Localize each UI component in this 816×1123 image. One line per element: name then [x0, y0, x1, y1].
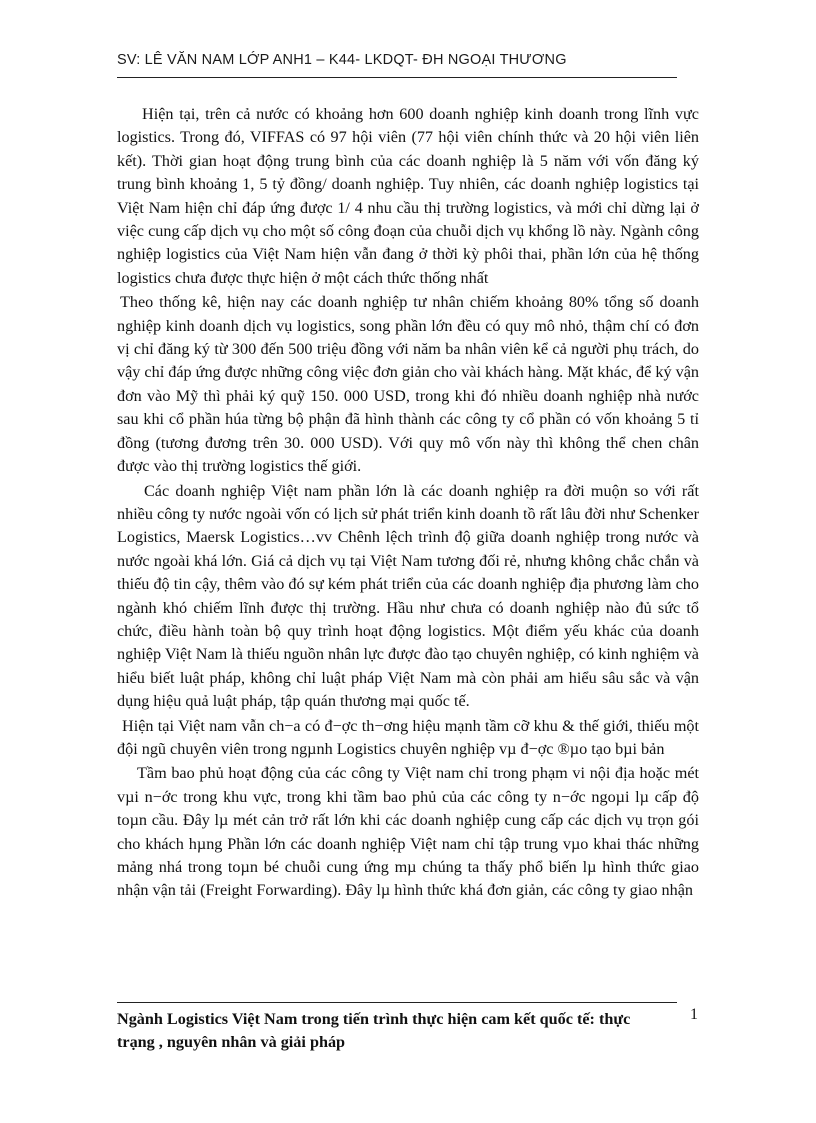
- paragraph-4: Hiện tại Việt nam vẫn ch−a có đ−ợc th−ơng hiệu mạnh tầm cỡ khu & thế giới, thiếu một đội ngũ chuyên viên trong ngµnh Logistics chuyên nghiệp vµ đ−ợc ®µo tạo bµi bản: [117, 716, 699, 758]
- header-divider: [117, 77, 677, 78]
- paragraph-2: Theo thống kê, hiện nay các doanh nghiệp tư nhân chiếm khoảng 80% tổng số doanh nghiệp kinh doanh dịch vụ logistics, song phần lớn đều có quy mô nhỏ, thậm chí có đơn vị chỉ đăng ký từ 300 đến 500 triệu đồng với năm ba nhân viên kể cả người phụ trách, do vậy chỉ đáp ứng được những công việc đơn giản cho vài khách hàng. Mặt khác, để ký vận đơn vào Mỹ thì phải ký quỹ 150. 000 USD, trong khi đó nhiều doanh nghiệp nhà nước sau khi cổ phần húa từng bộ phận đã hình thành các công ty cổ phần có vốn khoảng 5 tỉ đồng (tương đương trên 30. 000 USD). Với quy mô vốn này thì không thể chen chân được vào thị trường logistics thế giới.: [117, 293, 699, 476]
- footer-title: Ngành Logistics Việt Nam trong tiến trình thực hiện cam kết quốc tế: thực trạng , nguyên nhân và giải pháp: [117, 1010, 631, 1051]
- paragraph-5: Tầm bao phủ hoạt động của các công ty Việt nam chỉ trong phạm vi nội địa hoặc mét vµi n−ớc trong khu vực, trong khi tầm bao phủ của các công ty n−ớc ngoµi lµ cấp độ toµn cầu. Đây lµ mét cản trở rất lớn khi các doanh nghiệp cung cấp các dịch vụ trọn gói cho khách hµng Phần lớn các doanh nghiệp Việt nam chỉ tập trung vµo khai thác những mảng nhá trong toµn bé chuỗi cung ứng mµ chúng ta thấy phổ biến lµ hình thức giao nhận vận tải (Freight Forwarding). Đây lµ hình thức khá đơn giản, các công ty giao nhận: [117, 764, 699, 900]
- body-text: [117, 103, 699, 904]
- paragraph-1: Hiện tại, trên cả nước có khoảng hơn 600 doanh nghiệp kinh doanh trong lĩnh vực logistics. Trong đó, VIFFAS có 97 hội viên (77 hội viên chính thức và 20 hội viên liên kết). Thời gian hoạt động trung bình của các doanh nghiệp là 5 năm với vốn đăng ký trung bình khoảng 1, 5 tỷ đồng/ doanh nghiệp. Tuy nhiên, các doanh nghiệp logistics tại Việt Nam hiện chỉ đáp ứng được 1/ 4 nhu cầu thị trường logistics, và mới chỉ dừng lại ở việc cung cấp dịch vụ cho một số công đoạn của chuỗi dịch vụ khổng lồ này. Ngành công nghiệp logistics của Việt Nam hiện vẫn đang ở thời kỳ phôi thai, phần lớn của hệ thống logistics chưa được thực hiện ở một cách thức thống nhất: [117, 105, 699, 287]
- footer-divider: [117, 1002, 677, 1003]
- paragraph-3: Các doanh nghiệp Việt nam phần lớn là các doanh nghiệp ra đời muộn so với rất nhiều công ty nước ngoài vốn có lịch sử phát triển kinh doanh tồ rất lâu đời như Schenker Logistics, Maersk Logistics…vv Chênh lệch trình độ giữa doanh nghiệp trong nước và nước ngoài khá lớn. Giá cả dịch vụ tại Việt Nam tương đối rẻ, nhưng không chắc chắn và thiếu độ tin cậy, thêm vào đó sự kém phát triển của các doanh nghiệp địa phương làm cho ngành khó chiếm lĩnh được thị trường. Hầu như chưa có doanh nghiệp nào đủ sức tổ chức, điều hành toàn bộ quy trình hoạt động logistics. Một điểm yếu khác của doanh nghiệp Việt Nam là thiếu nguồn nhân lực được đào tạo chuyên nghiệp, có kinh nghiệm và hiểu biết luật pháp, không chỉ luật pháp Việt Nam mà còn phải am hiểu sâu sắc và vận dụng hiệu quả luật pháp, tập quán thương mại quốc tế.: [117, 481, 699, 711]
- page-header: SV: LÊ VĂN NAM LỚP ANH1 – K44- LKDQT- ĐH NGOẠI THƯƠNG: [117, 52, 567, 68]
- page-number: 1: [690, 1006, 698, 1023]
